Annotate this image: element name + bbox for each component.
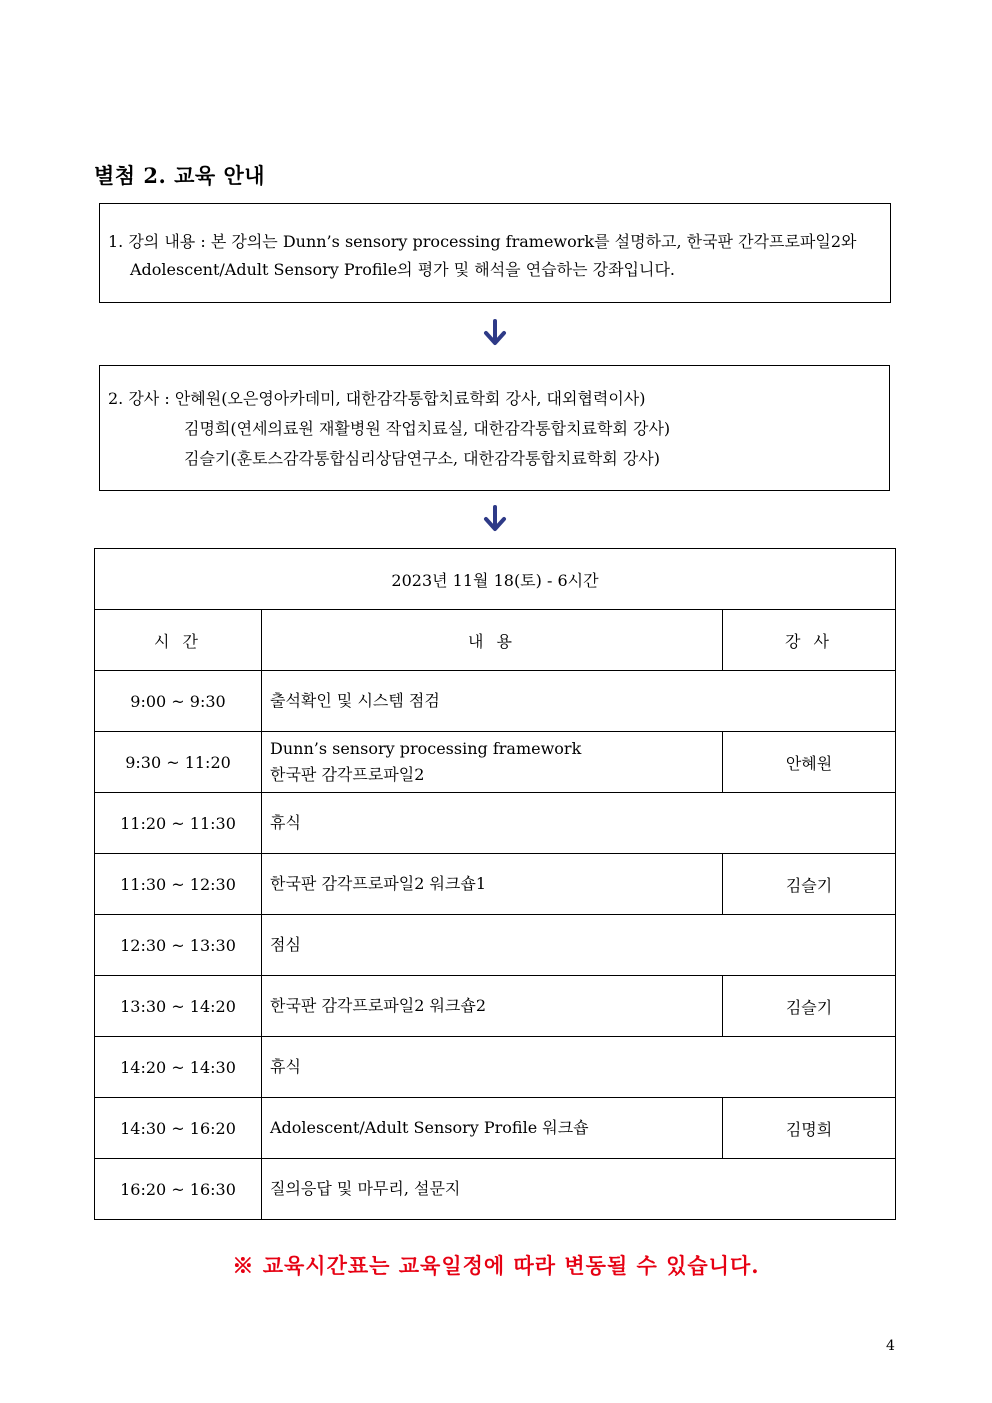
instructor-line-2: 김명희(연세의료원 재활병원 작업치료실, 대한감각통합치료학회 강사) xyxy=(184,419,671,438)
row-instructor: 안혜원 xyxy=(723,732,896,793)
row-content-line-1: Dunn’s sensory processing framework xyxy=(270,739,582,758)
schedule-change-notice: ※ 교육시간표는 교육일정에 따라 변동될 수 있습니다. xyxy=(232,1253,760,1278)
table-row xyxy=(95,793,896,854)
page-number: 4 xyxy=(886,1338,895,1354)
table-row xyxy=(95,1098,896,1159)
table-row xyxy=(95,732,896,793)
row-content-line-2: 한국판 감각프로파일2 xyxy=(270,765,425,784)
row-time: 16:20 ~ 16:30 xyxy=(95,1159,262,1220)
row-time: 14:30 ~ 16:20 xyxy=(95,1098,262,1159)
table-row xyxy=(95,854,896,915)
instructor-line-1: 2. 강사 : 안혜원(오은영아카데미, 대한감각통합치료학회 강사, 대외협력이사) xyxy=(108,389,646,408)
table-row xyxy=(95,1037,896,1098)
row-instructor: 김슬기 xyxy=(723,854,896,915)
instructor-line-3: 김슬기(훈토스감각통합심리상담연구소, 대한감각통합치료학회 강사) xyxy=(184,449,660,468)
header-instructor: 강 사 xyxy=(723,610,896,671)
row-content: 점심 xyxy=(262,915,896,976)
table-row xyxy=(95,915,896,976)
row-content: 한국판 감각프로파일2 워크숍1 xyxy=(262,854,723,915)
row-time: 12:30 ~ 13:30 xyxy=(95,915,262,976)
row-time: 9:00 ~ 9:30 xyxy=(95,671,262,732)
schedule-date: 2023년 11월 18(토) - 6시간 xyxy=(95,549,896,610)
schedule-table xyxy=(94,548,896,1220)
course-description-box xyxy=(99,203,891,303)
course-description-line-1: 1. 강의 내용 : 본 강의는 Dunn’s sensory processing framework를 설명하고, 한국판 간각프로파일2와 xyxy=(108,232,857,251)
table-row xyxy=(95,976,896,1037)
row-time: 13:30 ~ 14:20 xyxy=(95,976,262,1037)
row-instructor: 김명희 xyxy=(723,1098,896,1159)
instructors-box xyxy=(99,365,890,491)
row-content: 한국판 감각프로파일2 워크숍2 xyxy=(262,976,723,1037)
page-heading: 별첨 2. 교육 안내 xyxy=(94,163,266,188)
row-instructor: 김슬기 xyxy=(723,976,896,1037)
row-content xyxy=(262,732,723,793)
course-description-line-2: Adolescent/Adult Sensory Profile의 평가 및 해석을 연습하는 강좌입니다. xyxy=(130,260,675,279)
arrow-down-icon xyxy=(480,318,510,348)
arrow-down-icon xyxy=(480,504,510,534)
header-content: 내 용 xyxy=(262,610,723,671)
row-time: 14:20 ~ 14:30 xyxy=(95,1037,262,1098)
row-content: 휴식 xyxy=(262,793,896,854)
row-content: 출석확인 및 시스템 점검 xyxy=(262,671,896,732)
table-row xyxy=(95,671,896,732)
row-time: 9:30 ~ 11:20 xyxy=(95,732,262,793)
row-content: Adolescent/Adult Sensory Profile 워크숍 xyxy=(262,1098,723,1159)
header-time: 시 간 xyxy=(95,610,262,671)
row-time: 11:20 ~ 11:30 xyxy=(95,793,262,854)
row-content: 질의응답 및 마무리, 설문지 xyxy=(262,1159,896,1220)
row-content: 휴식 xyxy=(262,1037,896,1098)
table-row xyxy=(95,1159,896,1220)
row-time: 11:30 ~ 12:30 xyxy=(95,854,262,915)
